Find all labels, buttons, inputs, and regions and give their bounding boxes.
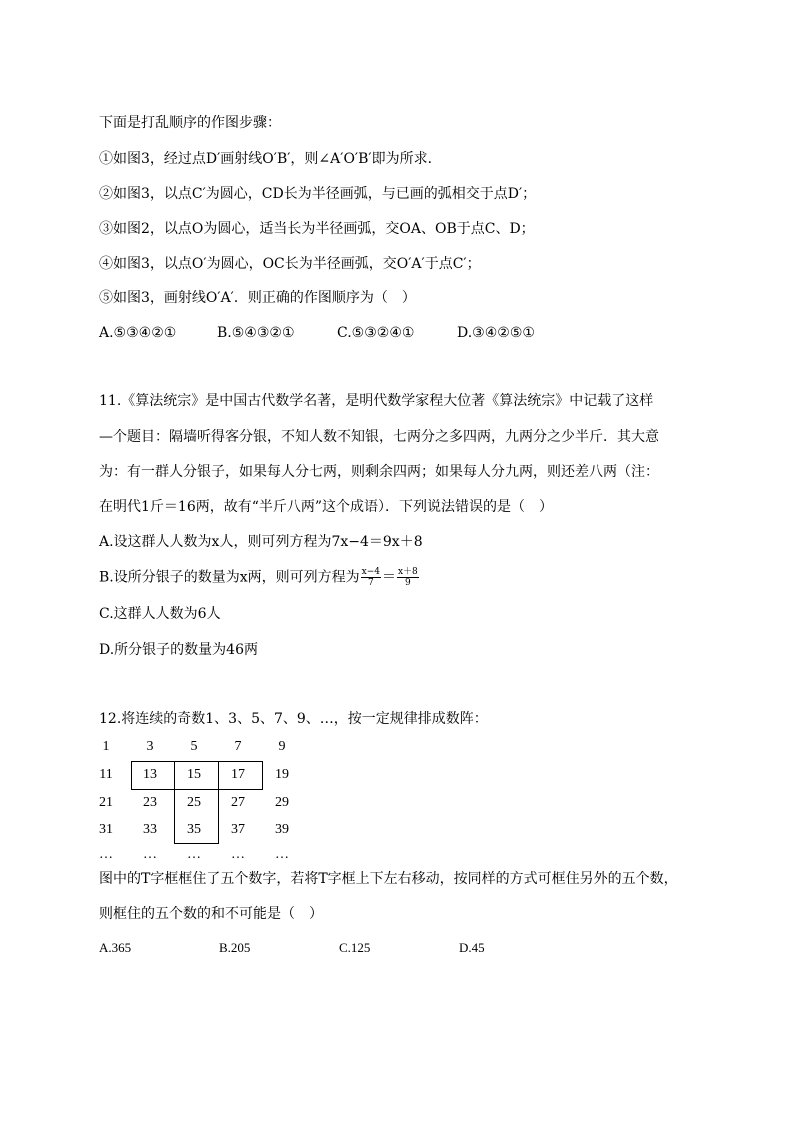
equals-sign: ＝ [381,569,396,586]
q11-line-2: —个题目：隔墙听得客分银，不知人数不知银，七两分之多四两，九两分之少半斤．其大意 [99,429,659,445]
grid-cell: 37 [231,822,245,837]
grid-cell: 11 [99,767,113,782]
grid-cell: 17 [231,767,245,782]
q11-line-1: 11.《算法统宗》是中国古代数学名著，是明代数学家程大位著《算法统宗》中记载了这样 [99,393,654,409]
grid-row-5 [94,845,314,865]
q10-option-c: C.⑤③②④① [337,325,415,341]
q12-option-b: B.205 [219,940,251,955]
grid-cell: 27 [231,795,245,810]
q10-step-3: ③如图2，以点O为圆心，适当长为半径画弧，交OA、OB于点C、D； [99,221,535,237]
q10-options [99,323,535,343]
grid-row-1 [94,737,314,757]
q12-text-1: 图中的T字框框住了五个数字，若将T字框上下左右移动，按同样的方式可框住另外的五个数， [99,871,678,887]
q11-line-4: 在明代1斤＝16两，故有“半斤八两”这个成语）．下列说法错误的是（ ） [99,499,554,515]
grid-cell: 1 [102,739,110,754]
grid-cell: 33 [143,822,157,837]
grid-cell: 39 [275,822,289,837]
q10-option-a: A.⑤③④②① [99,325,177,341]
grid-cell: 29 [275,795,289,810]
grid-cell: … [143,847,157,862]
grid-cell: 7 [234,739,242,754]
grid-cell: 15 [187,767,201,782]
q10-step-2: ②如图3，以点C′为圆心，CD长为半径画弧，与已画的弧相交于点D′； [99,186,537,202]
q11-option-d: D.所分银子的数量为46两 [99,642,258,658]
q12-option-a: A.365 [99,940,132,955]
grid-row-2 [94,765,314,785]
q10-option-b: B.⑤④③②① [217,325,295,341]
grid-row-4 [94,820,314,840]
q10-step-5: ⑤如图3，画射线O′A′．则正确的作图顺序为（ ） [99,290,416,306]
q11-option-b [99,567,420,588]
fraction-1 [361,567,381,588]
grid-cell: 25 [187,795,201,810]
q12-option-c: C.125 [339,940,371,955]
fraction-1-denominator: 7 [367,578,374,588]
fraction-2-numerator: x＋8 [397,567,418,577]
grid-cell: 5 [190,739,198,754]
grid-cell: 19 [275,767,289,782]
fraction-2 [397,567,419,588]
q10-option-d: D.③④②⑤① [457,325,535,341]
q12-option-d: D.45 [459,940,485,955]
grid-cell: 21 [99,795,113,810]
q10-intro: 下面是打乱顺序的作图步骤： [99,115,281,131]
q12-text-2: 则框住的五个数的和不可能是（ ） [99,906,323,922]
grid-cell: 13 [143,767,157,782]
q12-intro: 12.将连续的奇数1、3、5、7、9、…，按一定规律排成数阵： [99,711,488,727]
q11-option-a: A.设这群人人数为x人，则可列方程为7x−4＝9x＋8 [99,534,423,550]
grid-cell: 9 [278,739,286,754]
grid-cell: 3 [146,739,154,754]
grid-cell: … [99,847,113,862]
fraction-2-denominator: 9 [405,578,411,588]
grid-cell: 31 [99,822,113,837]
q10-step-1: ①如图3，经过点D′画射线O′B′，则∠A′O′B′即为所求． [99,151,442,167]
q10-step-4: ④如图3，以点O′为圆心，OC长为半径画弧，交O′A′于点C′； [99,256,481,272]
grid-row-3 [94,793,314,813]
q11-option-c: C.这群人人数为6人 [99,606,221,622]
grid-cell: … [187,847,201,862]
fraction-1-numerator: x−4 [361,567,380,577]
grid-cell: 23 [143,795,157,810]
q11-option-b-text: B.设所分银子的数量为x两，则可列方程为 [99,569,360,586]
q11-line-3: 为：有一群人分银子，如果每人分七两，则剩余四两；如果每人分九两，则还差八两（注： [99,464,659,480]
grid-cell: … [231,847,245,862]
grid-cell: 35 [187,822,201,837]
grid-cell: … [275,847,289,862]
